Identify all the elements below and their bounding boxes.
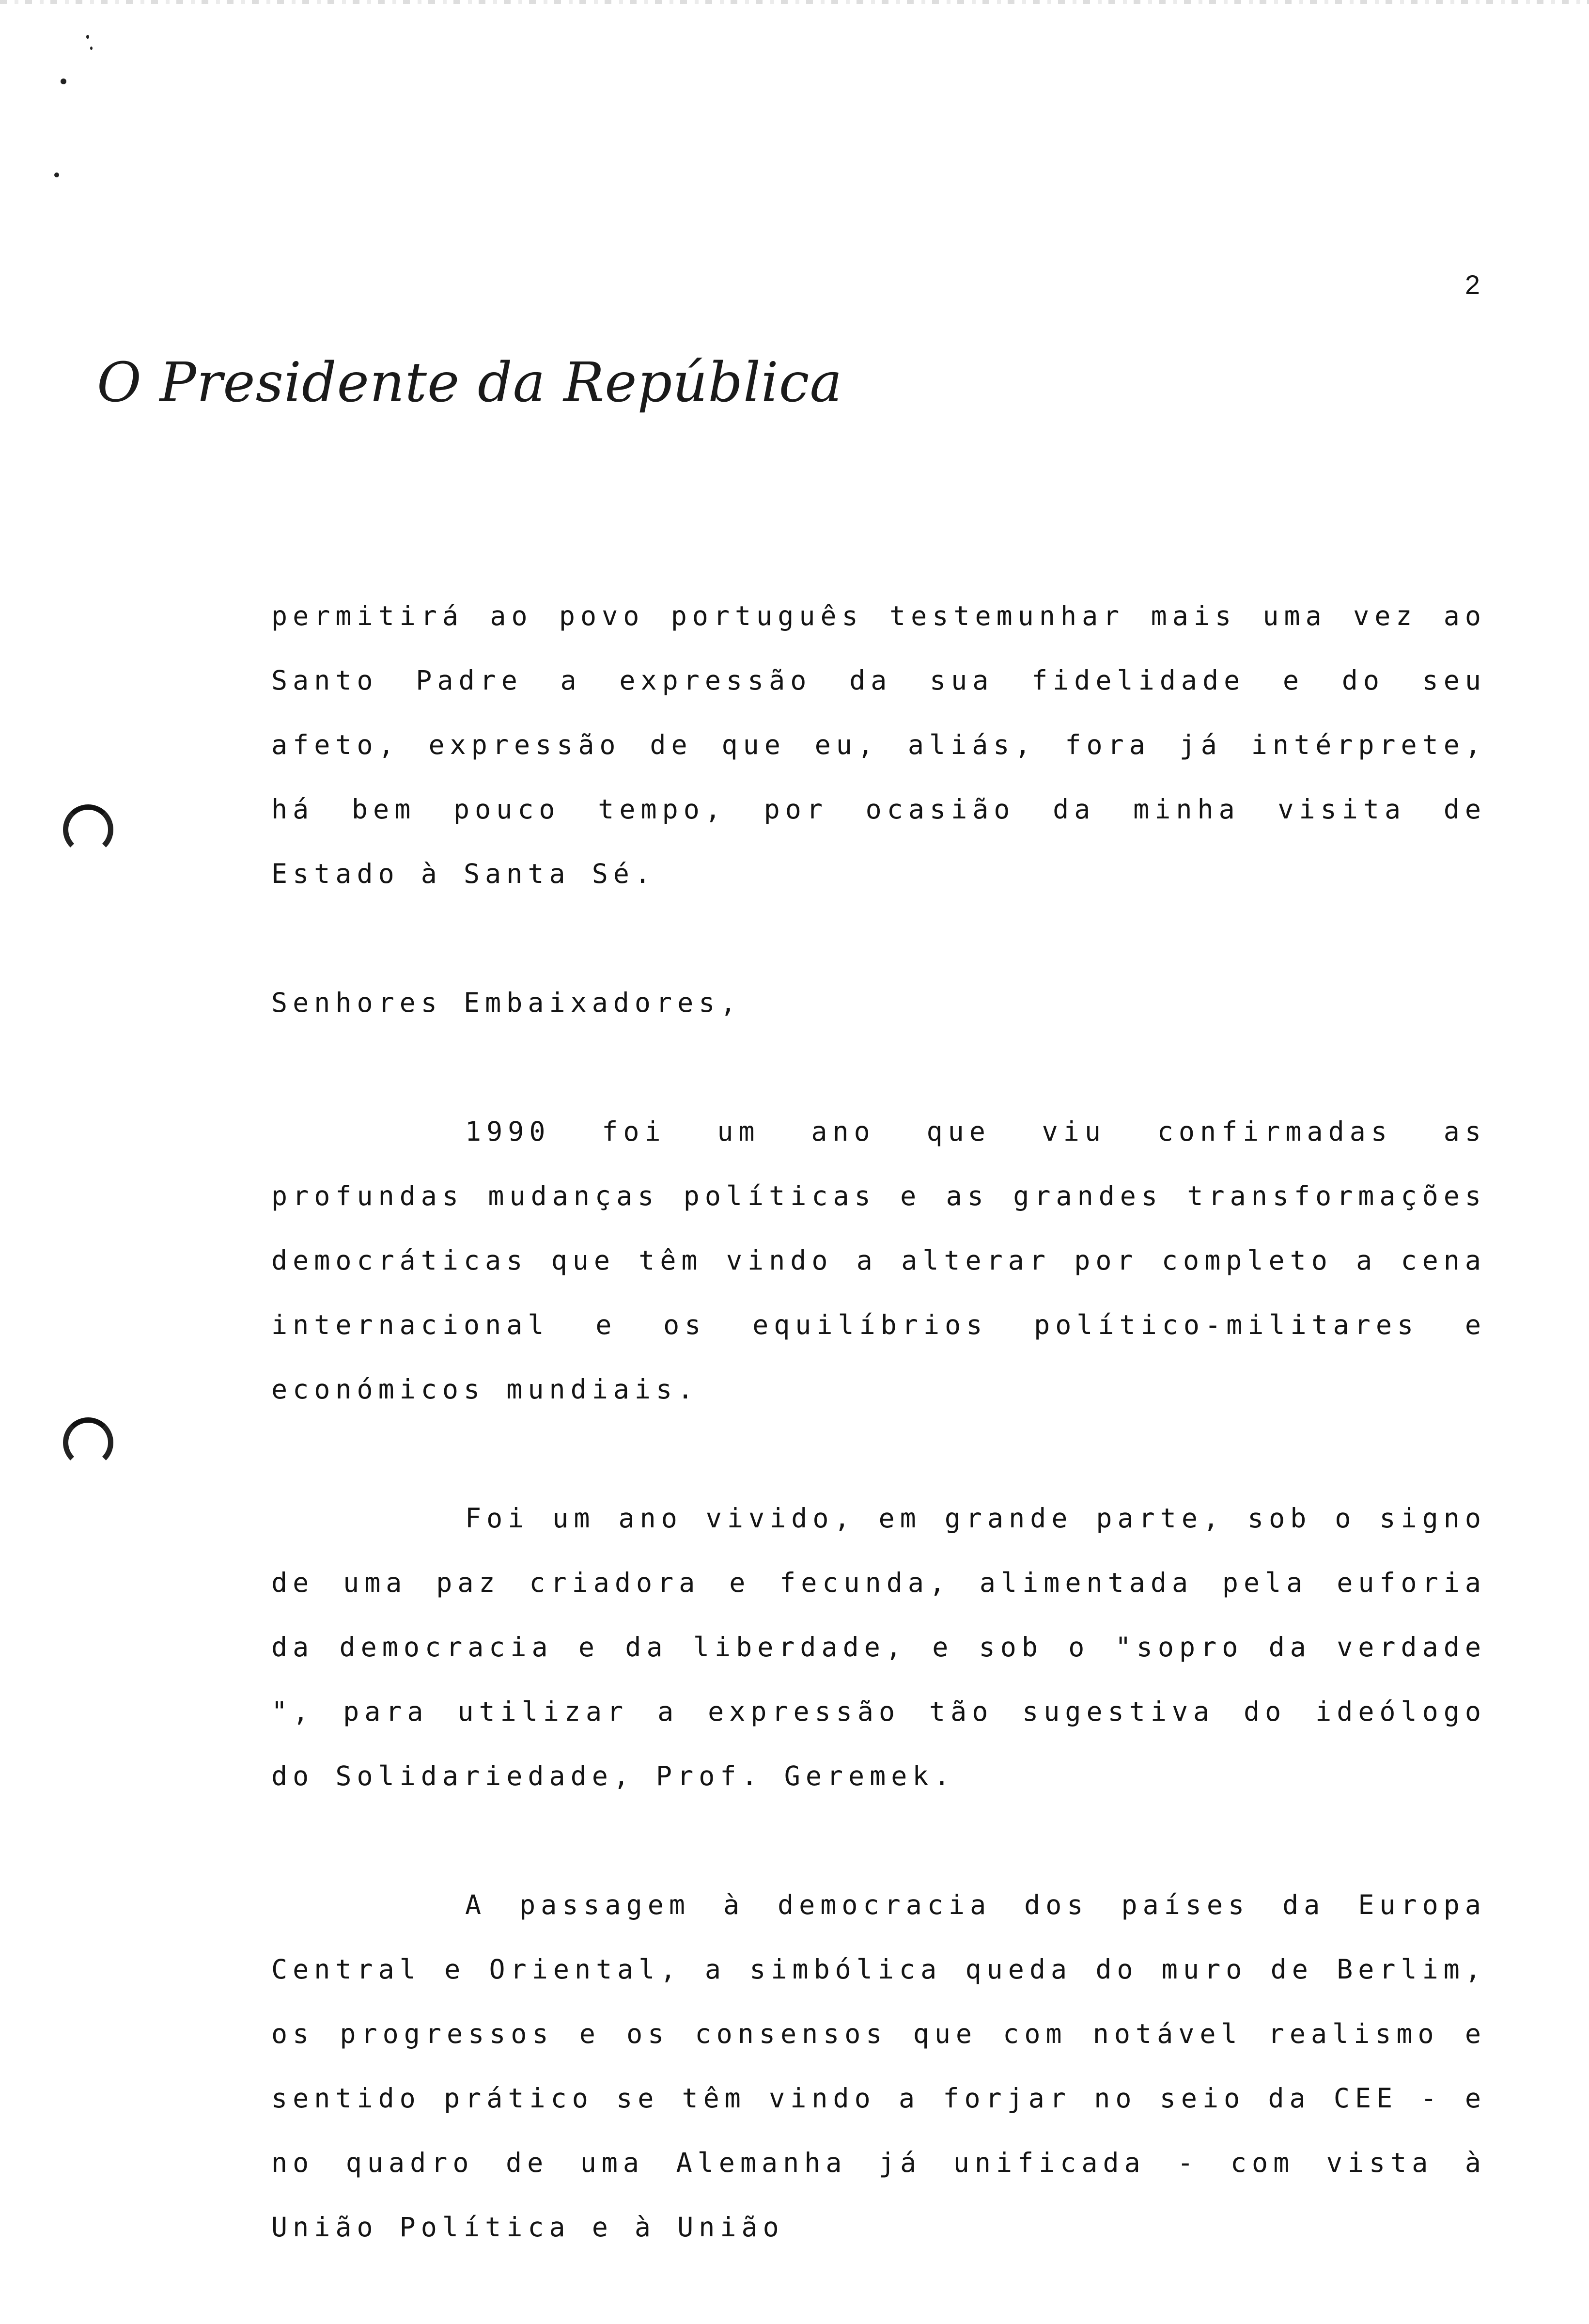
scan-speck xyxy=(54,173,59,177)
letter-body xyxy=(271,584,1486,2324)
paragraph-continuation: permitirá ao povo português testemunhar mais uma vez ao Santo Padre a expressão da sua fidelidade e do seu afeto, expressão de que eu, aliás, fora já intérprete, há bem pouco tempo, por ocasião da minha visita de Estado à Santa Sé. xyxy=(271,600,1486,889)
punch-hole xyxy=(63,1417,113,1468)
scan-edge-noise xyxy=(0,0,1589,4)
paragraph: 1990 foi um ano que viu confirmadas as profundas mudanças políticas e as grandes transformações democráticas que têm vindo a alterar por completo a cena internacional e os equilíbrios político-militares e económicos mundiais. xyxy=(271,1116,1486,1405)
scan-speck xyxy=(61,79,66,84)
scan-speck xyxy=(86,35,89,39)
letterhead-presidente-da-republica: O Presidente da República xyxy=(97,351,843,414)
paragraph: A passagem à democracia dos países da Europa Central e Oriental, a simbólica queda do muro de Berlim, os progressos e os consensos que com notável realismo e sentido prático se têm vindo a forjar no seio da CEE - e no quadro de uma Alemanha já unificada - com vista à União Política e à União xyxy=(271,1889,1486,2243)
scan-speck xyxy=(90,47,93,50)
punch-hole xyxy=(63,804,113,855)
paragraph: Foi um ano vivido, em grande parte, sob o signo de uma paz criadora e fecunda, alimentada pela euforia da democracia e da liberdade, e sob o "sopro da verdade ", para utilizar a expressão tão sugestiva do ideólogo do Solidariedade, Prof. Geremek. xyxy=(271,1503,1486,1791)
page-number: 2 xyxy=(1464,269,1480,300)
salutation: Senhores Embaixadores, xyxy=(271,987,742,1018)
